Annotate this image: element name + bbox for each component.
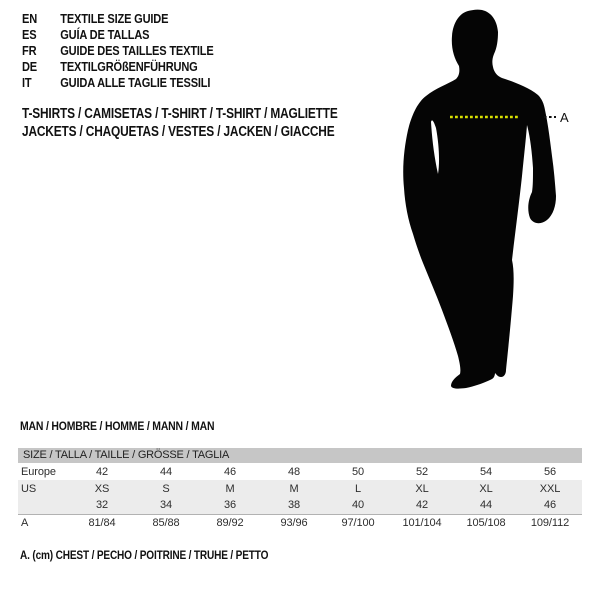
table-cell: 109/112 [518,514,582,531]
table-cell: M [262,480,326,497]
table-cell: 44 [159,465,173,478]
table-cell: XL [454,480,518,497]
silhouette-path [403,10,556,389]
language-row-es [22,27,214,43]
table-cell: 54 [479,465,493,478]
table-cell: XXL [518,480,582,497]
product-line-jackets: JACKETS / CHAQUETAS / VESTES / JACKEN / GIACCHE [22,124,335,140]
section-title-man: MAN / HOMBRE / HOMME / MANN / MAN [20,419,215,433]
table-cell: XL [390,480,454,497]
table-cell: 97/100 [326,514,390,531]
table-row-uk [18,497,582,514]
table-cell: S [134,480,198,497]
measurement-footnote: A. (cm) CHEST / PECHO / POITRINE / TRUHE / PETTO [20,548,269,562]
language-label: TEXTILE SIZE GUIDE [60,11,169,26]
size-table-grid [18,463,582,531]
table-cell: 46 [518,497,582,514]
table-cell: 105/108 [454,514,518,531]
table-row-chest-a [18,514,582,531]
table-cell: 46 [223,465,237,478]
table-cell: 50 [351,465,365,478]
table-cell: XS [70,480,134,497]
language-code: EN [22,11,38,26]
language-label: GUÍA DE TALLAS [60,27,150,42]
row-label: A [18,514,70,531]
language-label: GUIDA ALLE TAGLIE TESSILI [60,75,211,90]
table-cell: 48 [287,465,301,478]
table-cell: 42 [390,497,454,514]
language-row-de [22,59,214,75]
table-cell: 93/96 [262,514,326,531]
table-cell: 42 [95,465,109,478]
table-cell: 44 [454,497,518,514]
language-code: DE [22,59,38,74]
language-code: ES [22,27,37,42]
language-label: TEXTILGRÖßENFÜHRUNG [60,59,198,74]
row-label: US [18,480,70,497]
size-table-header: SIZE / TALLA / TAILLE / GRÖSSE / TAGLIA [18,448,582,463]
table-row-us [18,480,582,497]
table-cell: 38 [262,497,326,514]
table-cell: 32 [70,497,134,514]
table-cell: 56 [543,465,557,478]
measure-label-a: A [560,110,569,125]
language-list [22,11,214,91]
row-label: Europe [21,465,56,478]
table-cell: L [326,480,390,497]
language-label: GUIDE DES TAILLES TEXTILE [60,43,214,58]
size-table [18,448,582,531]
table-cell: 40 [326,497,390,514]
table-cell: 36 [198,497,262,514]
table-cell: 101/104 [390,514,454,531]
language-row-it [22,75,214,91]
man-silhouette-icon [398,6,578,398]
table-cell: 34 [134,497,198,514]
language-row-fr [22,43,214,59]
language-code: FR [22,43,37,58]
product-categories [22,105,338,141]
table-cell: 89/92 [198,514,262,531]
table-cell: 52 [415,465,429,478]
table-cell: M [198,480,262,497]
man-silhouette-figure [398,6,578,398]
table-cell: 81/84 [70,514,134,531]
language-row-en [22,11,214,27]
row-label [18,497,70,514]
language-code: IT [22,75,32,90]
product-line-tshirts: T-SHIRTS / CAMISETAS / T-SHIRT / T-SHIRT / MAGLIETTE [22,106,338,122]
table-row-europe [18,463,582,480]
table-cell: 85/88 [134,514,198,531]
